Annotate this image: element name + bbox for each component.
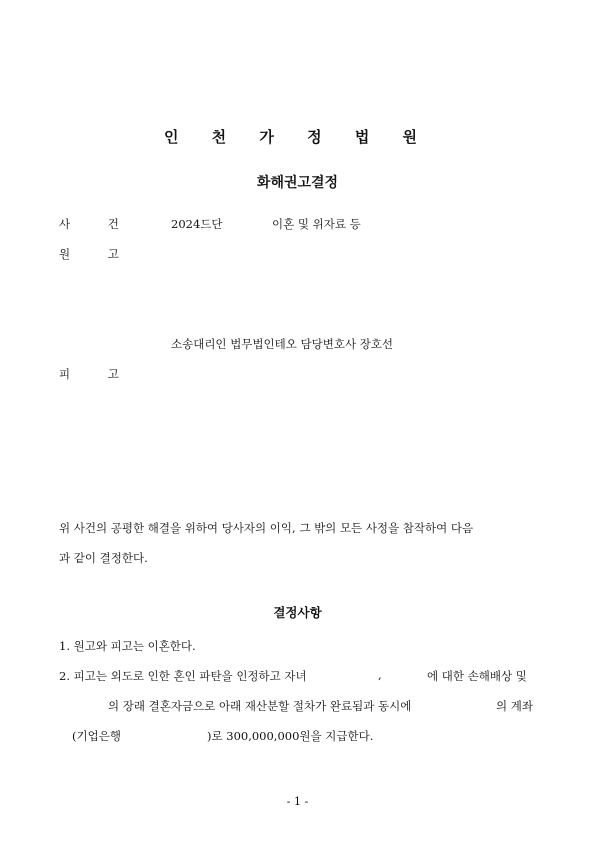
plaintiff-counsel: 소송대리인 법무법인테오 담당변호사 장호선 xyxy=(171,337,394,351)
decision-item-1: 1. 원고와 피고는 이혼한다. xyxy=(59,639,196,653)
document-title: 화해권고결정 xyxy=(256,175,339,191)
decision-item-2-line-1c: 에 대한 손해배상 및 xyxy=(427,669,527,683)
intro-paragraph xyxy=(59,513,539,573)
defendant-label: 피 고 xyxy=(59,367,119,381)
court-name: 인 천 가 정 법 원 xyxy=(163,128,432,146)
plaintiff-label: 원 고 xyxy=(59,247,119,261)
decision-item-2-line-1a: 2. 피고는 외도로 인한 혼인 파탄을 인정하고 자녀 xyxy=(59,669,307,683)
case-name: 이혼 및 위자료 등 xyxy=(272,217,361,231)
page-number: - 1 - xyxy=(286,795,309,808)
decision-item-2-line-2a: 의 장래 결혼자금으로 아래 재산분할 절차가 완료됨과 동시에 xyxy=(108,699,412,713)
decision-item-2-line-1b: , xyxy=(378,668,382,682)
intro-line-2: 과 같이 결정한다. xyxy=(59,551,148,565)
decision-item-2-line-3a: (기업은행 xyxy=(72,729,121,743)
intro-line-1: 위 사건의 공평한 해결을 위하여 당사자의 이익, 그 밖의 모든 사정을 참작하여 다음 xyxy=(59,521,474,535)
decision-item-2-line-2b: 의 계좌 xyxy=(496,699,533,713)
decision-item-2-line-3b: )로 300,000,000원을 지급한다. xyxy=(207,729,374,743)
section-title: 결정사항 xyxy=(273,605,322,620)
case-number: 2024드단 xyxy=(171,217,223,231)
case-label: 사 건 xyxy=(59,217,119,231)
